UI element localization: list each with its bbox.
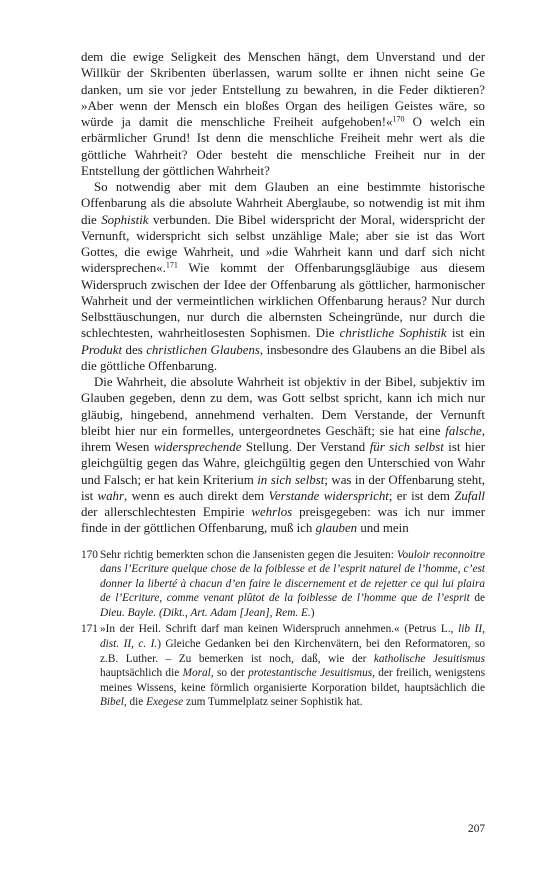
text-run: dem die ewige Seligkeit des Menschen hängt, dem Unverstand und der Willkür der Skribenten überlassen, warum sollte er ihnen nicht seine Ge danken, um sie vor jeder Entstellung zu bewahren, in die Feder diktieren? »Aber wenn der Mensch ein bloßes Organ des heiligen Geistes wäre, so würde ja damit die menschliche Freiheit aufgehoben!«	[81, 50, 485, 129]
text-run: und mein	[357, 521, 409, 536]
text-run: , die	[123, 696, 147, 709]
footnote	[81, 622, 485, 710]
italic-run: katholische Jesuitismus	[373, 652, 485, 665]
text-run: »In der Heil. Schrift darf man keinen Widerspruch annehmen.« (Petrus L.,	[100, 623, 459, 636]
text-run: , insbesondre des Glaubens an die Bibel als die göttliche Offenbarung.	[81, 342, 485, 373]
text-run: des	[122, 342, 147, 357]
page-number: 207	[468, 823, 485, 835]
italic-run: falsche	[445, 423, 482, 438]
text-run: der allerschlechtesten Empirie	[81, 505, 252, 519]
italic-run: lib II, dist. II, c. I.	[100, 623, 485, 651]
paragraph	[81, 49, 485, 179]
italic-run: Exegese	[146, 696, 184, 709]
text-run: zum Tummelplatz seiner Sophistik hat.	[183, 696, 363, 709]
text-run: , so der	[210, 667, 249, 680]
footnote	[81, 548, 485, 621]
text-run: de	[469, 592, 485, 605]
text-run: ist ein	[446, 326, 486, 341]
text-run: , wenn es auch direkt dem	[124, 488, 269, 503]
italic-run: Zufall	[454, 488, 485, 503]
italic-run: Verstande widerspricht	[268, 488, 389, 503]
italic-run: Produkt	[81, 342, 123, 357]
italic-run: Moral	[182, 667, 211, 680]
italic-run: Vouloir reconnoitre dans l’Ecriture quelque chose de la foiblesse et de l’esprit naturel de l’homme, c’est donner la liberté à chacun d’en faire le discernement et de rejetter ce qui lui plaira de l’Ecriture, comme venant plûtot de la foiblesse de l’homme que de l’esprit	[100, 548, 485, 605]
italic-run: widersprechende	[153, 440, 242, 454]
footnote-marker: 170	[392, 114, 405, 124]
italic-run: glauben	[315, 521, 358, 536]
italic-run: Sophistik	[101, 212, 149, 227]
text-run: Wie kommt der Offenbarungsgläubige aus diesem Widerspruch zwischen der Idee der Offenbarung als göttlicher, harmonischer Wahrheit und der vermeintlichen wirklichen Offenbarung heraus? Nur durch Selbsttäuschungen, nur durch die albernsten Scheingründe, nur durch die schlechtesten, wahrheitlosesten Sophismen. Die	[81, 261, 485, 341]
italic-run: protestantische Jesuitismus	[248, 667, 373, 680]
text-run: ist hier gleichgültig gegen das Wahre, gleichgültig gegen den Unterschied von Wahr und Falsch; er hat kein Kriterium	[81, 440, 485, 487]
italic-run: wehrlos	[251, 505, 293, 519]
text-run: )	[310, 606, 315, 619]
italic-run: Bibel	[100, 696, 124, 709]
text-run: , ihrem Wesen	[81, 423, 485, 454]
italic-run: für sich selbst	[369, 440, 444, 454]
text-run: ; er ist dem	[388, 488, 455, 503]
footnotes	[81, 548, 485, 711]
text-run: Stellung. Der Verstand	[241, 440, 370, 454]
text-run: ; was in der Offenbarung steht, ist	[81, 472, 486, 503]
text-run: hauptsächlich die	[100, 667, 183, 680]
text-run: Die Wahrheit, die absolute Wahrheit ist objektiv in der Bibel, subjektiv im Glauben gegeben, denn zu dem, was Gott selbst spricht, kann ich mich nur gläubig, hingebend, annehmend verhalten. Dem Verstande, der Vernunft bleibt hier nur ein formelles, untergeordnetes Geschäft; sie hat eine	[81, 375, 485, 438]
italic-run: christlichen Glaubens	[146, 342, 260, 357]
footnote-marker: 171	[165, 260, 178, 270]
paragraph	[81, 179, 485, 374]
paragraph	[81, 374, 485, 537]
footnote-text	[100, 622, 485, 710]
footnote-text	[100, 548, 485, 621]
footnote-number: 170	[81, 548, 98, 561]
text-run: verbunden. Die Bibel widerspricht der Moral, widerspricht der Vernunft, widerspricht sich selbst unzählige Male; aber sie ist das Wort Gottes, die ewige Wahrheit, und »die Wahrheit kann und darf sich nicht widersprechen«.	[81, 212, 485, 276]
main-text	[81, 49, 485, 537]
italic-run: in sich selbst	[257, 472, 325, 487]
italic-run: christliche Sophistik	[339, 326, 447, 341]
text-run: preisgegeben: was ich nur immer finde in der göttlichen Offenbarung, muß ich	[81, 505, 485, 536]
italic-run: Dieu. Bayle. (Dikt., Art. Adam [Jean], Rem. E.	[100, 606, 311, 619]
text-run: ) Gleiche Gedanken bei den Kirchenvätern, bei den Reformatoren, so z.B. Luther. – Zu bemerken ist noch, daß, wie der	[100, 638, 485, 665]
italic-run: wahr	[97, 488, 125, 503]
text-run: Sehr richtig bemerkten schon die Jansenisten gegen die Jesuiten:	[100, 548, 397, 561]
text-run: , der freilich, wenigstens meines Wissens, keine förmlich organisierte Korporation bildet, hauptsächlich die	[100, 667, 485, 694]
book-page	[81, 49, 485, 712]
text-run: So notwendig aber mit dem Glauben an eine bestimmte historische Offenbarung als die absolute Wahrheit Aberglaube, so notwendig ist mit ihm die	[81, 180, 485, 227]
footnote-number: 171	[81, 623, 98, 636]
text-run: O welch ein erbärmlicher Grund! Ist denn die menschliche Freiheit mehr wert als die göttliche Wahrheit? Oder besteht die menschliche Freiheit nur in der Entstellung der göttlichen Wahrheit?	[81, 115, 485, 178]
